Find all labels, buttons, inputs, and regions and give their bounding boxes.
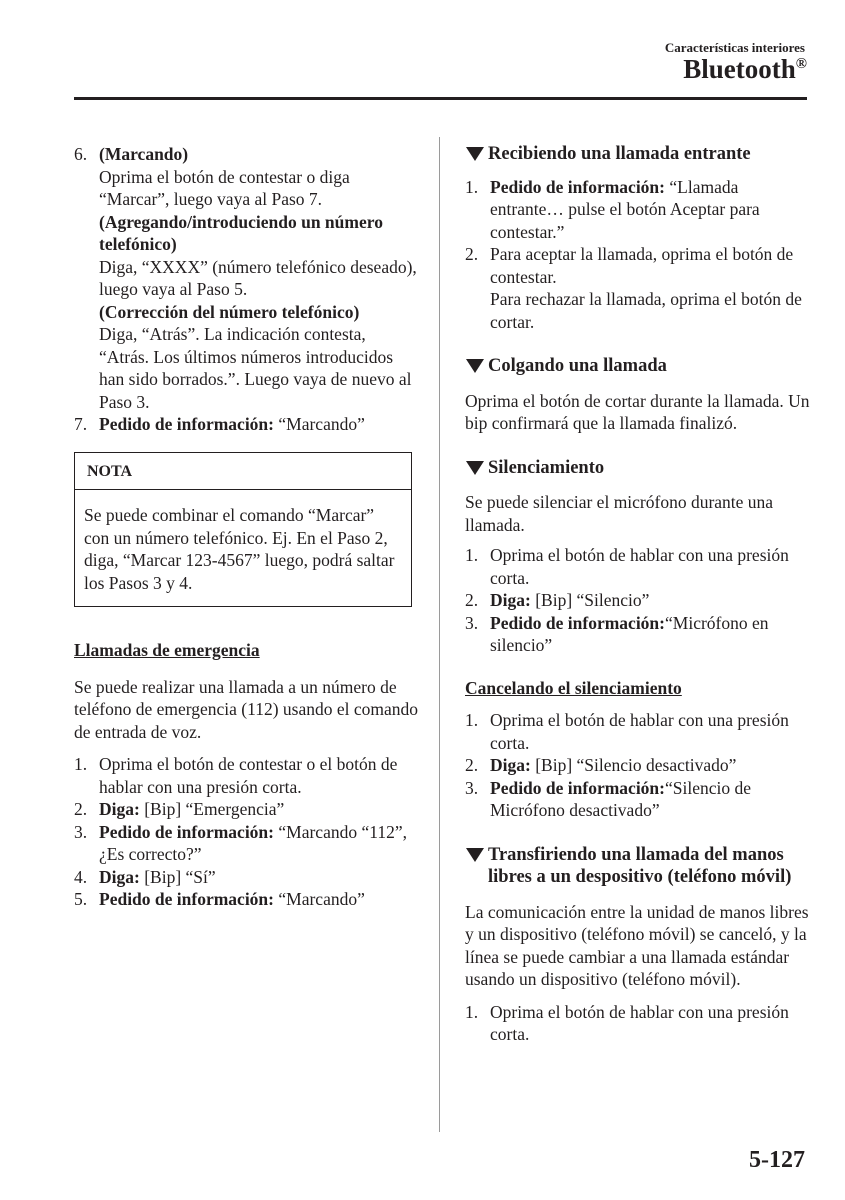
mute-intro: Se puede silenciar el micrófono durante una llamada. (465, 492, 774, 535)
step-label: (Marcando) (99, 144, 189, 164)
transfer-steps (465, 1001, 815, 1046)
section-title: Características interiores (664, 40, 805, 55)
step-number: 3. (465, 777, 479, 798)
triangle-down-icon (466, 461, 484, 475)
registered-mark: ® (795, 56, 807, 72)
section-heading (465, 844, 815, 889)
transfer-intro: La comunicación entre la unidad de manos libres y un dispositivo (teléfono móvil) se canceló, y la línea se puede cambiar a una llamada estándar usando un dispositivo (teléfono móvil). (465, 901, 809, 989)
step-number: 3. (465, 612, 479, 633)
step-text: “Silencio de Micrófono desactivado” (490, 777, 752, 820)
step-label: Diga: (99, 799, 140, 819)
unmute-step (465, 777, 815, 822)
emergency-heading: Llamadas de emergencia (74, 640, 260, 660)
step-text: [Bip] “Silencio” (535, 590, 650, 610)
step-label: Pedido de información: (99, 414, 274, 434)
unmute-step (465, 709, 815, 754)
triangle-down-icon (466, 359, 484, 373)
emergency-step (74, 821, 419, 866)
note-box (74, 452, 412, 608)
heading-text: Transfiriendo una llamada del manos libres a un despositivo (teléfono móvil) (488, 844, 792, 887)
step-text: “Marcando” (278, 414, 365, 434)
heading-text: Silenciamiento (488, 457, 605, 478)
section-heading (465, 457, 815, 480)
step-text: [Bip] “Silencio desactivado” (535, 755, 737, 775)
step-text: [Bip] “Emergencia” (144, 799, 285, 819)
step-text: Oprima el botón de contestar o diga “Marcar”, luego vaya al Paso 7. (99, 166, 350, 209)
step-text: Oprima el botón de hablar con una presión corta. (490, 1001, 789, 1044)
title-text: Bluetooth (683, 54, 796, 84)
step-label: Pedido de información: (490, 176, 665, 197)
step-label: Diga: (99, 866, 140, 887)
receiving-step (465, 176, 815, 244)
step-number: 2. (465, 755, 479, 775)
unmute-heading: Cancelando el silenciamiento (465, 677, 682, 698)
step-text: Oprima el botón de contestar o el botón de hablar con una presión corta. (99, 754, 398, 797)
step-label: Pedido de información: (490, 612, 665, 633)
step-label: Diga: (490, 590, 531, 610)
column-divider (439, 137, 440, 1132)
triangle-down-icon (466, 147, 484, 161)
note-heading: NOTA (75, 453, 411, 491)
step-label: Pedido de información: (99, 821, 274, 842)
emergency-step (74, 888, 419, 911)
step-text: “Marcando” (278, 889, 365, 909)
step-label: Pedido de información: (99, 889, 274, 909)
step-number: 1. (465, 545, 479, 565)
step-number: 2. (465, 590, 479, 610)
step-7 (74, 413, 419, 436)
step-number: 5. (74, 889, 88, 909)
emergency-step (74, 753, 419, 798)
unmute-steps (465, 709, 815, 822)
step-text: Oprima el botón de hablar con una presión corta. (490, 545, 789, 588)
mute-steps (465, 544, 815, 657)
step-label: (Corrección del número telefónico) (99, 301, 360, 322)
heading-text: Recibiendo una llamada entrante (488, 144, 751, 164)
step-label: Diga: (490, 755, 531, 775)
step-number: 6. (74, 144, 88, 164)
step-text: “Llamada entrante… pulse el botón Aceptar para contestar.” (490, 176, 760, 242)
mute-step (465, 544, 815, 589)
step-label: Pedido de información: (490, 777, 665, 798)
step-text: Diga, “XXXX” (número telefónico deseado), luego vaya al Paso 5. (99, 256, 417, 299)
unmute-step (465, 754, 815, 777)
step-number: 2. (74, 799, 88, 819)
step-text: “Marcando “112”, ¿Es correcto?” (99, 821, 407, 864)
receiving-steps (465, 176, 815, 334)
step-number: 1. (465, 710, 479, 730)
step-number: 4. (74, 866, 88, 887)
page-title (683, 54, 807, 85)
step-text: “Micrófono en silencio” (490, 612, 769, 655)
emergency-step (74, 798, 419, 821)
mute-step (465, 589, 815, 612)
triangle-down-icon (466, 848, 484, 862)
step-number: 7. (74, 414, 88, 434)
receiving-step (465, 243, 815, 333)
hangup-text: Oprima el botón de cortar durante la llamada. Un bip confirmará que la llamada finalizó. (465, 390, 810, 433)
section-heading (465, 355, 815, 378)
section-heading (465, 143, 815, 166)
heading-text: Colgando una llamada (488, 356, 667, 376)
note-text: Se puede combinar el comando “Marcar” con un número telefónico. Ej. En el Paso 2, diga, “Marcar 123-4567” luego, podrá saltar los Pasos 3 y 4. (84, 505, 395, 593)
step-number: 2. (465, 244, 479, 264)
step-text: Oprima el botón de hablar con una presión corta. (490, 710, 789, 753)
header-rule (74, 97, 807, 100)
right-column (465, 143, 815, 1046)
step-number: 3. (74, 821, 88, 842)
transfer-step (465, 1001, 815, 1046)
step-text: Diga, “Atrás”. La indicación contesta, “Atrás. Los últimos números introducidos han sido borrados.”. Luego vaya de nuevo al Paso 3. (99, 324, 412, 412)
mute-step (465, 612, 815, 657)
page-number: 5-127 (749, 1147, 805, 1173)
step-label: (Agregando/introduciendo un número telefónico) (99, 211, 383, 254)
step-number: 1. (465, 176, 479, 197)
step-number: 1. (465, 1001, 479, 1022)
emergency-steps (74, 753, 419, 911)
step-number: 1. (74, 754, 88, 774)
step-6 (74, 143, 419, 413)
left-column (74, 143, 419, 911)
emergency-step (74, 866, 419, 889)
step-text: Para aceptar la llamada, oprima el botón de contestar. (490, 244, 794, 287)
emergency-intro: Se puede realizar una llamada a un número de teléfono de emergencia (112) usando el comando de entrada de voz. (74, 676, 419, 742)
step-text: [Bip] “Sí” (144, 866, 216, 887)
step-extra-text: Para rechazar la llamada, oprima el botón de cortar. (490, 289, 802, 332)
